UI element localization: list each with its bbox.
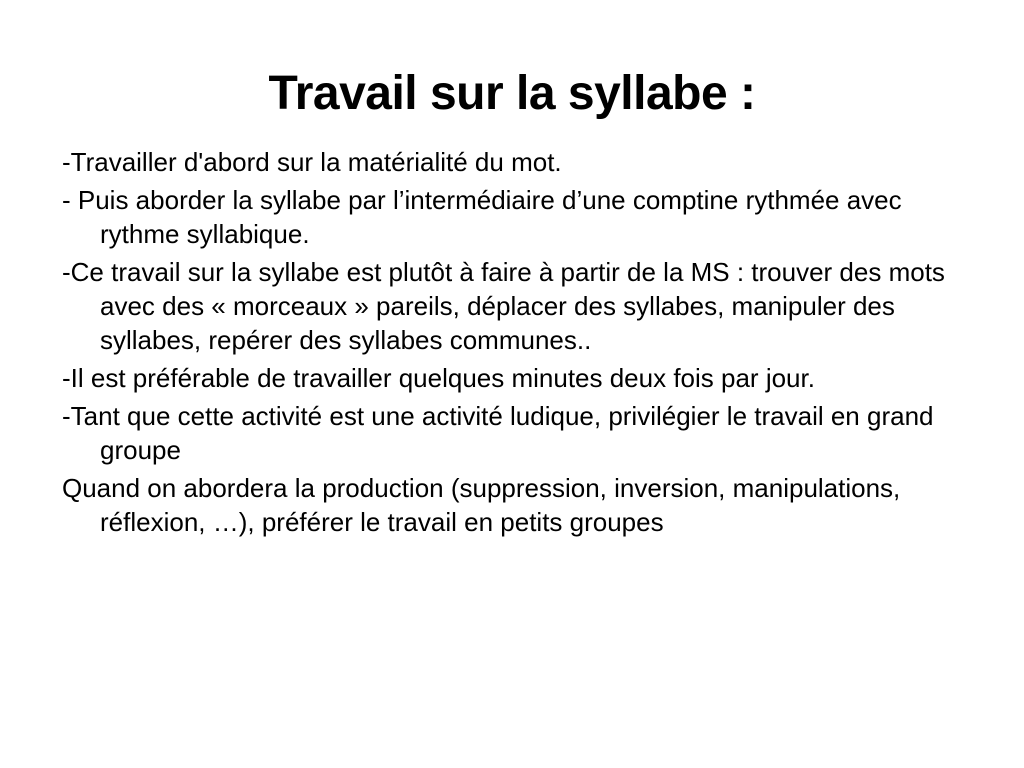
slide-title: Travail sur la syllabe : — [268, 67, 756, 120]
paragraph-frequence: -Il est préférable de travailler quelques minutes deux fois par jour. — [62, 363, 815, 393]
paragraph-grand-groupe: -Tant que cette activité est une activité ludique, privilégier le travail en grand groupe — [62, 401, 934, 465]
paragraph-comptine: - Puis aborder la syllabe par l’intermédiaire d’une comptine rythmée avec rythme syllabique. — [62, 185, 902, 249]
paragraph-petits-groupes: Quand on abordera la production (suppression, inversion, manipulations, réflexion, …), préférer le travail en petits groupes — [62, 473, 901, 537]
paragraph-materialite: -Travailler d'abord sur la matérialité du mot. — [62, 147, 562, 177]
body-text — [62, 145, 962, 543]
paragraph-ms: -Ce travail sur la syllabe est plutôt à faire à partir de la MS : trouver des mots avec des « morceaux » pareils, déplacer des syllabes, manipuler des syllabes, repérer des syllabes communes.. — [62, 257, 945, 355]
